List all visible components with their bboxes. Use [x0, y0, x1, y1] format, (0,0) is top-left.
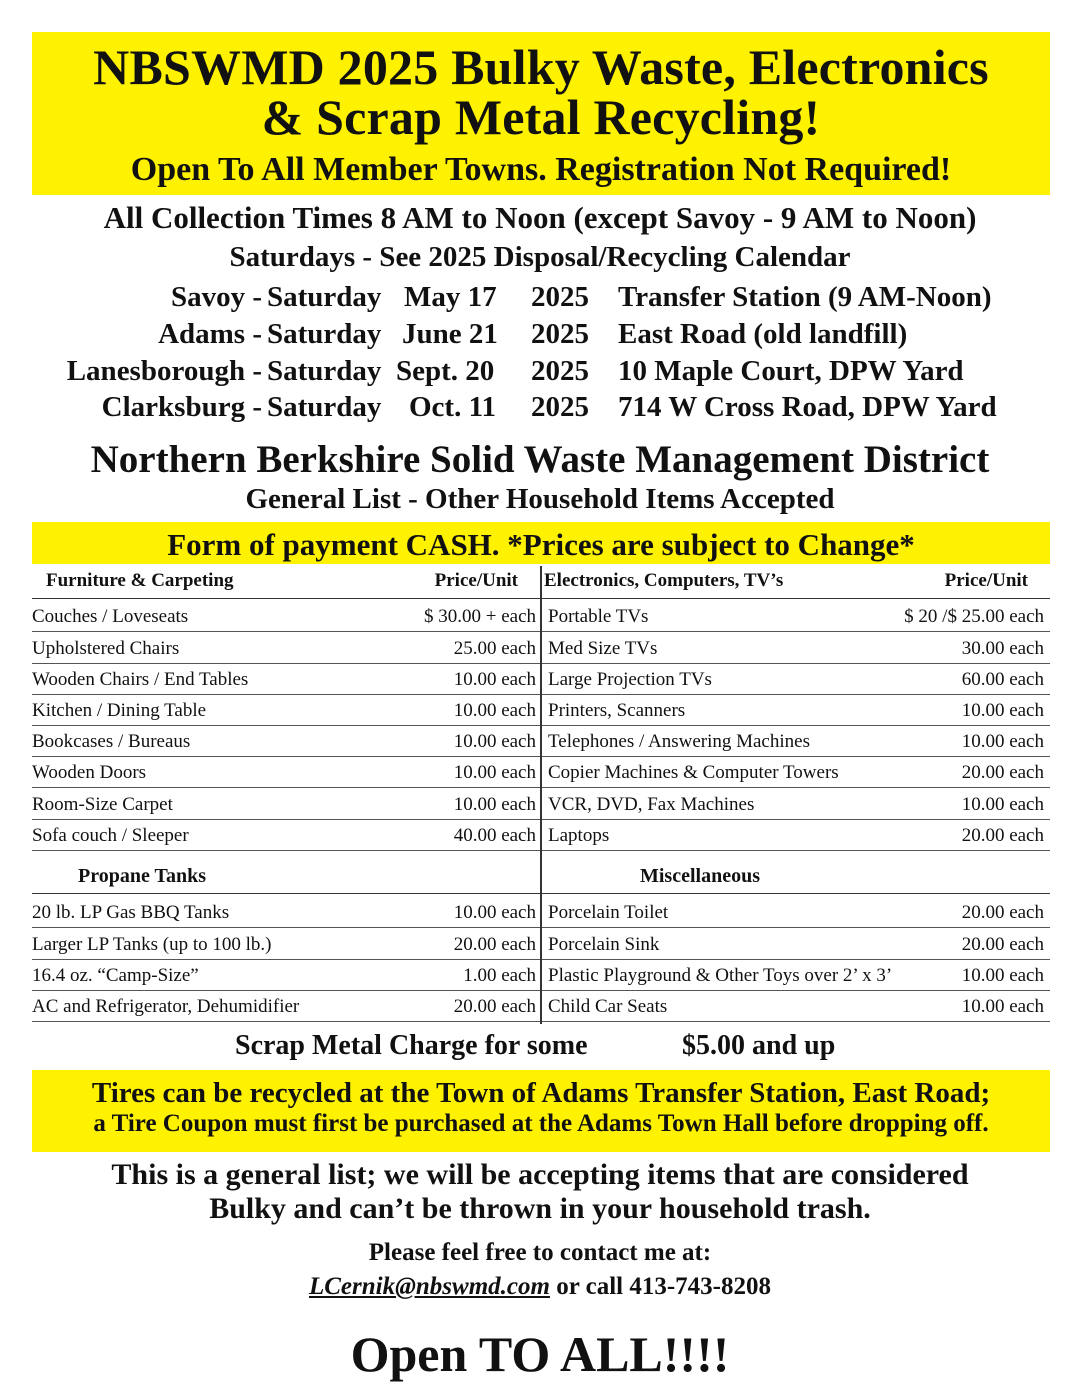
item-name: Porcelain Toilet: [548, 902, 669, 923]
schedule-town: Adams -: [158, 318, 262, 350]
contact-block: [0, 1236, 1080, 1304]
table-row: [32, 756, 540, 788]
table-row: [542, 896, 1050, 928]
item-name: AC and Refrigerator, Dehumidifier: [32, 996, 300, 1017]
table-header: [32, 566, 540, 599]
item-name: Telephones / Answering Machines: [548, 731, 810, 752]
schedule-day: Saturday: [267, 318, 382, 350]
saturdays-note: Saturdays - See 2025 Disposal/Recycling Calendar: [229, 241, 851, 273]
table-row: [542, 819, 1050, 851]
item-price: 10.00 each: [453, 731, 536, 752]
item-name: Bookcases / Bureaus: [32, 731, 191, 752]
general-list-heading: General List - Other Household Items Accepted: [245, 483, 835, 515]
schedule-date: May 17: [404, 281, 497, 313]
scrap-metal-charge: [0, 1028, 1080, 1064]
item-price: 10.00 each: [961, 731, 1044, 752]
section-header: [542, 851, 1050, 894]
title-line-1: NBSWMD 2025 Bulky Waste, Electronics: [93, 39, 989, 95]
item-price: 60.00 each: [961, 669, 1044, 690]
payment-banner: Form of payment CASH. *Prices are subject to Change*: [32, 522, 1050, 564]
item-price: 10.00 each: [961, 794, 1044, 815]
item-name: 20 lb. LP Gas BBQ Tanks: [32, 902, 230, 923]
contact-line: Please feel free to contact me at:: [368, 1239, 712, 1266]
table-row: [32, 896, 540, 928]
schedule-location: East Road (old landfill): [618, 318, 908, 350]
item-price: 1.00 each: [463, 965, 536, 986]
header-price: Price/Unit: [944, 570, 1028, 591]
table-row: [32, 928, 540, 960]
table-row: [542, 663, 1050, 695]
table-header: [542, 566, 1050, 599]
contact-details: [0, 1270, 1080, 1304]
item-name: Larger LP Tanks (up to 100 lb.): [32, 934, 272, 955]
phone-text: or call 413-743-8208: [549, 1273, 771, 1300]
tire-line-1: Tires can be recycled at the Town of Adams Transfer Station, East Road;: [91, 1077, 991, 1109]
item-price: $ 20 /$ 25.00 each: [904, 606, 1044, 627]
schedule-row: [0, 279, 1080, 315]
item-name: Wooden Doors: [32, 762, 147, 783]
item-name: Child Car Seats: [548, 996, 668, 1017]
item-name: Printers, Scanners: [548, 700, 686, 721]
item-price: 20.00 each: [961, 902, 1044, 923]
table-row: [32, 694, 540, 726]
item-name: Large Projection TVs: [548, 669, 712, 690]
note-line-1: This is a general list; we will be accepting items that are considered: [111, 1158, 969, 1191]
item-name: Copier Machines & Computer Towers: [548, 762, 839, 783]
item-price: 25.00 each: [453, 638, 536, 659]
item-name: Plastic Playground & Other Toys over 2’ x 3’: [548, 965, 893, 986]
table-row: [542, 694, 1050, 726]
header-category: Furniture & Carpeting: [46, 570, 234, 591]
title-line-2: & Scrap Metal Recycling!: [261, 89, 821, 145]
table-row: [32, 788, 540, 820]
schedule-town: Lanesborough -: [66, 355, 262, 387]
item-price: 40.00 each: [453, 825, 536, 846]
table-row: [542, 788, 1050, 820]
item-price: 10.00 each: [961, 996, 1044, 1017]
section-header: [32, 851, 540, 894]
item-name: Med Size TVs: [548, 638, 658, 659]
section-title: Propane Tanks: [78, 865, 207, 887]
schedule-date: June 21: [402, 318, 498, 350]
schedule-year: 2025: [531, 318, 589, 350]
note-line-2: Bulky and can’t be thrown in your household trash.: [209, 1192, 871, 1225]
schedule-location: 10 Maple Court, DPW Yard: [618, 355, 964, 387]
collection-times: All Collection Times 8 AM to Noon (except Savoy - 9 AM to Noon): [103, 200, 977, 235]
schedule-date: Sept. 20: [396, 355, 495, 387]
table-row: [542, 632, 1050, 664]
item-price: 10.00 each: [961, 965, 1044, 986]
tire-banner: [32, 1070, 1050, 1152]
table-row: [32, 663, 540, 695]
item-price: 30.00 each: [961, 638, 1044, 659]
header-category: Electronics, Computers, TV’s: [544, 570, 784, 591]
tire-line-2: a Tire Coupon must first be purchased at the Adams Town Hall before dropping off.: [93, 1110, 989, 1137]
district-heading: Northern Berkshire Solid Waste Management District: [90, 438, 990, 481]
item-name: Sofa couch / Sleeper: [32, 825, 189, 846]
item-price: 20.00 each: [961, 825, 1044, 846]
scrap-label: Scrap Metal Charge for some: [235, 1030, 588, 1061]
item-price: $ 30.00 + each: [423, 606, 536, 627]
item-price: 20.00 each: [961, 934, 1044, 955]
title-banner: [32, 32, 1050, 195]
item-name: Wooden Chairs / End Tables: [32, 669, 249, 690]
schedule-location: Transfer Station (9 AM-Noon): [618, 281, 992, 313]
item-name: Couches / Loveseats: [32, 606, 189, 627]
scrap-price: $5.00 and up: [682, 1030, 836, 1061]
table-row: [32, 959, 540, 991]
schedule-row: [0, 353, 1080, 389]
table-row: [32, 819, 540, 851]
item-name: Laptops: [548, 825, 610, 846]
item-price: 10.00 each: [453, 762, 536, 783]
schedule-location: 714 W Cross Road, DPW Yard: [618, 391, 997, 423]
table-row: [542, 928, 1050, 960]
item-price: 10.00 each: [453, 669, 536, 690]
table-row: [542, 725, 1050, 757]
item-name: 16.4 oz. “Camp-Size”: [32, 965, 199, 986]
item-name: VCR, DVD, Fax Machines: [548, 794, 755, 815]
item-name: Kitchen / Dining Table: [32, 700, 207, 721]
item-name: Upholstered Chairs: [32, 638, 180, 659]
schedule-year: 2025: [531, 391, 589, 423]
schedule-day: Saturday: [267, 355, 382, 387]
item-name: Portable TVs: [548, 606, 649, 627]
item-name: Room-Size Carpet: [32, 794, 173, 815]
schedule-town: Savoy -: [170, 281, 262, 313]
schedule-day: Saturday: [267, 281, 382, 313]
item-price: 10.00 each: [453, 794, 536, 815]
table-row: [542, 959, 1050, 991]
table-row: [542, 756, 1050, 788]
item-price: 10.00 each: [961, 700, 1044, 721]
table-row: [32, 632, 540, 664]
header-price: Price/Unit: [434, 570, 518, 591]
table-row: [542, 990, 1050, 1022]
email-link[interactable]: LCernik@nbswmd.com: [308, 1273, 550, 1300]
schedule-date: Oct. 11: [409, 391, 496, 423]
schedule-row: [0, 316, 1080, 352]
item-price: 20.00 each: [961, 762, 1044, 783]
item-price: 10.00 each: [453, 902, 536, 923]
table-row: [542, 600, 1050, 632]
schedule-day: Saturday: [267, 391, 382, 423]
general-note: [0, 1158, 1080, 1226]
section-title: Miscellaneous: [640, 865, 760, 887]
item-price: 20.00 each: [453, 996, 536, 1017]
subtitle: Open To All Member Towns. Registration Not Required!: [130, 151, 952, 188]
schedule-row: [0, 389, 1080, 425]
item-name: Porcelain Sink: [548, 934, 660, 955]
schedule-year: 2025: [531, 281, 589, 313]
open-to-all-footer: Open TO ALL!!!!: [350, 1326, 730, 1382]
item-price: 20.00 each: [453, 934, 536, 955]
table-row: [32, 725, 540, 757]
table-row: [32, 990, 540, 1022]
schedule-year: 2025: [531, 355, 589, 387]
schedule-town: Clarksburg -: [101, 391, 262, 423]
table-row: [32, 600, 540, 632]
item-price: 10.00 each: [453, 700, 536, 721]
